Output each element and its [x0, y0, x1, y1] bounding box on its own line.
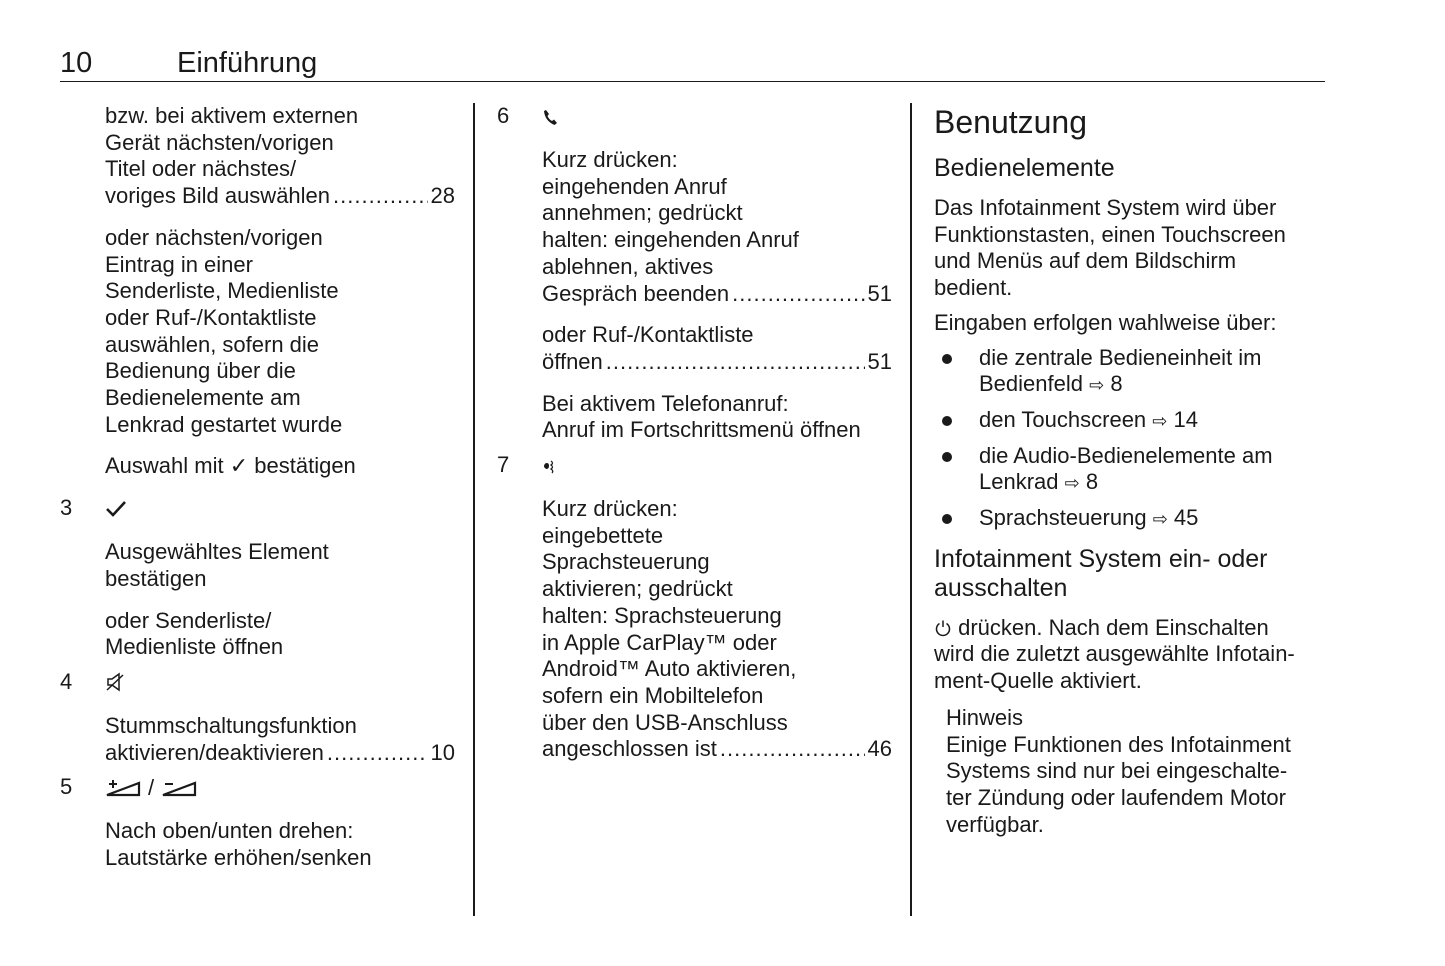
- item-5-text: Nach oben/unten drehen: Lautstärke erhöhen/senken: [105, 818, 372, 871]
- page-reference[interactable]: 46: [867, 736, 892, 762]
- item-number: 3: [60, 495, 73, 521]
- list-item: die zentrale Bedieneinheit im Bedienfeld ⇨ 8: [934, 345, 1326, 399]
- toc-leader-line: öffnen ..... 51: [542, 349, 892, 376]
- page-header: [60, 44, 1325, 82]
- intro-paragraph: bzw. bei aktivem externen Gerät nächsten/vorigen Titel oder nächstes/ voriges Bild auswählen ..... 28: [60, 103, 455, 210]
- list-item: die Audio-Bedienelemente am Lenkrad ⇨ 8: [934, 443, 1326, 497]
- item-4-header: [60, 669, 455, 696]
- bullet-icon: [942, 452, 952, 462]
- item-number: 5: [60, 774, 73, 800]
- item-number: 6: [497, 103, 510, 128]
- volume-down-icon: [161, 778, 197, 798]
- column-divider: [910, 103, 912, 916]
- list-item: den Touchscreen ⇨ 14: [934, 407, 1326, 435]
- item-7-header: [497, 452, 892, 479]
- subsection-title: Infotainment System ein- oder ausschalten: [934, 544, 1268, 602]
- bullet-icon: [942, 354, 952, 364]
- column-3: [934, 103, 1326, 838]
- checkmark-icon: [105, 495, 127, 522]
- page-reference[interactable]: 14: [1173, 406, 1198, 432]
- checkmark-icon: ✓: [229, 453, 249, 479]
- power-icon: [934, 615, 958, 640]
- chapter-title: Einführung: [177, 47, 318, 79]
- page-ref-arrow-icon: ⇨: [1152, 509, 1168, 530]
- phone-icon: [542, 103, 558, 130]
- page-ref-arrow-icon: ⇨: [1152, 410, 1168, 431]
- page-reference[interactable]: 8: [1110, 371, 1123, 397]
- toc-leader-line: Gespräch beenden ..... 51: [542, 281, 892, 308]
- page-reference[interactable]: 51: [867, 348, 892, 374]
- note-box: Hinweis Einige Funktionen des Infotainment Systems sind nur bei eingeschalte- ter Zündung oder laufendem Motor verfügbar.: [934, 705, 1326, 839]
- bullet-icon: [942, 514, 952, 524]
- page-reference[interactable]: 8: [1085, 469, 1099, 495]
- item-4-text: Stummschaltungsfunktion aktivieren/deaktivieren ..... 10: [60, 713, 455, 766]
- item-7-text: Kurz drücken: eingebettete Sprachsteuerung aktivieren; gedrückt halten: Sprachsteuerung in Apple CarPlay™ oder Android™ Auto aktivieren, sofern ein Mobiltelefon über den USB-Anschluss angeschlossen ist ..... 46: [497, 496, 892, 763]
- column-2: [497, 103, 892, 778]
- item-number: 7: [497, 452, 510, 478]
- page-ref-arrow-icon: ⇨: [1089, 375, 1105, 396]
- toc-leader-line: aktivieren/deaktivieren ..... 10: [105, 740, 455, 767]
- item-6-text-2: oder Ruf-/Kontaktliste öffnen ..... 51: [497, 322, 892, 375]
- item-6-text-3: Bei aktivem Telefonanruf: Anruf im Fortschrittsmenü öffnen: [542, 390, 861, 443]
- section-title: Benutzung: [934, 104, 1088, 140]
- volume-up-icon: [105, 778, 141, 798]
- mute-icon: [105, 669, 125, 696]
- bullet-icon: [942, 416, 952, 426]
- item-3-text: Ausgewähltes Element bestätigen: [105, 539, 329, 591]
- item-3-header: [60, 495, 455, 522]
- item-6-header: [497, 103, 892, 130]
- page-reference[interactable]: 51: [867, 280, 892, 306]
- page-reference[interactable]: 10: [430, 739, 455, 765]
- page-reference[interactable]: 45: [1173, 505, 1199, 531]
- subsection-title: Bedienelemente: [934, 154, 1115, 182]
- paragraph-confirm: Auswahl mit ✓ bestätigen: [105, 453, 356, 479]
- paragraph-navigation: oder nächsten/vorigen Eintrag in einer Senderliste, Medienliste oder Ruf-/Kontaktliste auswählen, sofern die Bedienung über die Bedienelemente am Lenkrad gestartet wurde: [105, 224, 343, 437]
- intro-paragraph: Das Infotainment System wird über Funktionstasten, einen Touchscreen und Menüs auf dem Bildschirm bedient.: [934, 195, 1286, 301]
- voice-control-icon: [542, 452, 558, 479]
- toc-leader-line: voriges Bild auswählen ..... 28: [105, 183, 455, 210]
- note-title: Hinweis: [946, 704, 1024, 730]
- item-5-header: 5 /: [60, 774, 455, 801]
- item-number: 4: [60, 668, 73, 694]
- item-3-text-2: oder Senderliste/ Medienliste öffnen: [105, 607, 284, 660]
- page-reference[interactable]: 28: [430, 183, 455, 209]
- input-methods-list: [934, 345, 1326, 533]
- item-6-text: Kurz drücken: eingehenden Anruf annehmen; gedrückt halten: eingehenden Anruf ablehnen, aktives Gespräch beenden ..... 51: [497, 147, 892, 307]
- list-item: Sprachsteuerung ⇨ 45: [934, 505, 1326, 533]
- toc-leader-line: angeschlossen ist ..... 46: [542, 736, 892, 763]
- power-paragraph: drücken. Nach dem Einschalten wird die zuletzt ausgewählte Infotain- ment-Quelle aktiviert.: [934, 614, 1295, 694]
- page-number: 10: [60, 47, 93, 79]
- page-ref-arrow-icon: ⇨: [1064, 473, 1080, 494]
- column-divider: [473, 103, 475, 916]
- column-1: [60, 103, 455, 887]
- input-methods-intro: Eingaben erfolgen wahlweise über:: [934, 309, 1277, 335]
